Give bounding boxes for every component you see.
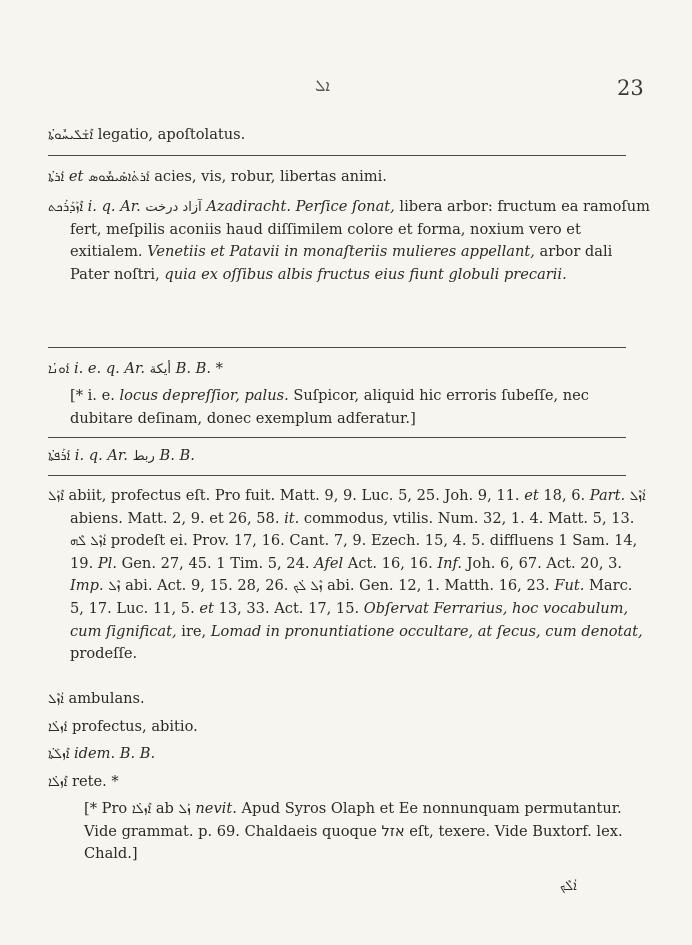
- note-italic: nevit.: [190, 800, 237, 817]
- italic-note: Obſervat Ferrarius, hoc vocabulum, cum ſignificat,: [70, 600, 629, 640]
- syriac-form: ܙܶܠ ܠܳܟ: [293, 579, 323, 595]
- term: Azadiracht.: [201, 198, 292, 215]
- entry-text: 13, 33. Act. 17, 15.: [213, 600, 364, 618]
- source-abbrev: B. B.: [154, 447, 195, 464]
- abbrev: Inf.: [437, 554, 463, 572]
- persian-note: Perſice ſonat,: [291, 198, 395, 215]
- headword-syriac: ܐܰܪܬܳܐ: [48, 170, 65, 185]
- entry-arafta: [48, 445, 628, 468]
- separator-rule: [48, 155, 626, 156]
- headword-syriac: ܐܶܙܰܠ: [48, 489, 64, 504]
- hebrew-form: אזל: [381, 822, 405, 840]
- entry-gloss: libera arbor: fructum ea ramoſum fert, meſpilis aconiis haud diſſimilem colore et forma, noxium vero et exitialem.: [70, 198, 650, 261]
- abbrev: Imp.: [70, 577, 104, 595]
- headword-syriac: ܐܰܙܠܳܐ: [48, 720, 68, 735]
- entry-text: Act. 16, 16.: [343, 554, 438, 572]
- running-head: [0, 72, 692, 102]
- entry-text: Marc. 5, 17. Luc. 11, 5.: [70, 577, 633, 618]
- note-text: Apud Syros Olaph et Ee nonnunquam permutantur. Vide grammat. p. 69. Chaldaeis quoque: [84, 800, 622, 840]
- note-text: Suſpicor, aliquid hic erroris ſubeſſe, nec dubitare deſinam, donec exemplum adferatur.]: [70, 387, 589, 427]
- entry-abiit: [48, 485, 650, 666]
- abbrev: Pl.: [97, 554, 117, 572]
- entry-text: ire,: [176, 622, 211, 640]
- entry-acies: [48, 166, 628, 189]
- note-text: eſt, texere. Vide Buxtorf. lex. Chald.]: [84, 822, 623, 863]
- italic-note: Lomad in pronuntiatione occultare, at ſecus, cum denotat,: [210, 622, 643, 640]
- note-italic: locus depreſſior, palus.: [119, 387, 289, 404]
- abbrev: it.: [284, 509, 300, 527]
- entry-text: 18, 6.: [538, 487, 590, 504]
- separator-rule: [48, 475, 626, 476]
- running-head-syriac: ܐܠ: [315, 76, 330, 95]
- syriac-form: ܐܳܙܶܠ: [629, 489, 646, 504]
- headword-syriac: ܐܶܙܠܳܐ: [48, 775, 68, 790]
- headword-syriac-variant: ܐܰܪܬܳܐܣܺܝܡܽܘܣ: [87, 170, 150, 185]
- cross-reference: i. e. q. Ar.: [69, 360, 150, 377]
- entry-text: abi. Gen. 12, 1. Matth. 16, 23.: [322, 577, 555, 595]
- page-number: 23: [617, 76, 644, 100]
- arabic-form: أيكة: [149, 362, 172, 377]
- syriac-form: ܙܶܠ: [108, 579, 121, 595]
- editorial-note: [84, 798, 628, 866]
- entry-profectus: [48, 716, 628, 739]
- entry-text: Joh. 6, 67. Act. 20, 3.: [462, 554, 623, 572]
- note-open: [* Pro: [84, 800, 132, 817]
- headword-syriac: ܐܳܙܶܠ: [48, 692, 64, 707]
- entry-text: Gen. 27, 45. 1 Tim. 5, 24.: [117, 554, 315, 572]
- entry-gloss: idem. B. B.: [69, 745, 156, 762]
- abbrev: Afel: [314, 554, 344, 572]
- entry-text: abi. Act. 9, 15. 28, 26.: [120, 577, 294, 595]
- syriac-form: ܐܳܙܶܠ ܠܶܗ: [70, 534, 107, 550]
- headword-syriac: ܐܰܪܰܦܬܳܐ: [48, 449, 71, 464]
- arabic-form: ربط: [132, 449, 155, 464]
- entry-gloss: rete. *: [67, 773, 119, 790]
- entry-locus: [48, 358, 628, 381]
- catchword-syriac: ܐܳܠܶܟ: [560, 879, 577, 894]
- entry-text: prodeſt ei. Prov. 17, 16. Cant. 7, 9. Ezech. 15, 4. 5. diffluens 1 Sam. 14, 19.: [70, 532, 638, 572]
- entry-gloss: acies, vis, robur, libertas animi.: [149, 168, 387, 185]
- entry-rete: [48, 771, 628, 794]
- note-open: [* i. e.: [70, 387, 120, 404]
- entry-text: prodeſſe.: [70, 645, 138, 663]
- abbrev: et: [524, 487, 539, 504]
- conjunction: et: [64, 168, 88, 185]
- entry-gloss: abiit, profectus eſt. Pro fuit. Matt. 9, 9. Luc. 5, 25. Joh. 9, 11.: [63, 487, 525, 504]
- headword-syriac: ܐܰܘܢܳܐ: [48, 362, 70, 377]
- catchword: [560, 875, 577, 898]
- headword-syriac: ܐܶܙܠܰܬܳܐ: [48, 747, 70, 762]
- separator-rule: [48, 347, 626, 348]
- entry-legatio: [48, 124, 628, 147]
- entry-text: commodus, vtilis. Num. 32, 1. 4. Matt. 5, 13.: [299, 509, 635, 527]
- syriac-form: ܙܰܠ: [178, 802, 191, 817]
- italic-note-2: quia ex oſſibus albis fructus eius fiunt globuli precarii.: [159, 265, 567, 283]
- arabic-form: آزاد درخت: [145, 200, 202, 215]
- abbrev: et: [199, 600, 214, 618]
- note-text: ab: [151, 800, 179, 817]
- headword-syriac: ܐܶܫܰܠܺܝܚܽܘܬܳܐ: [48, 128, 94, 143]
- abbrev: Fut.: [554, 577, 585, 595]
- entry-idem: [48, 743, 628, 766]
- entry-ambulans: [48, 688, 628, 711]
- entry-gloss: profectus, abitio.: [67, 718, 198, 735]
- entry-text: abiens. Matt. 2, 9. et 26, 58.: [70, 509, 285, 527]
- entry-gloss-2: arbor dali Pater noſtri,: [70, 243, 613, 283]
- cross-reference: i. q. Ar.: [83, 198, 146, 215]
- syriac-form: ܐܶܙܠܳܐ: [131, 802, 152, 817]
- source-abbrev: B. B. *: [171, 360, 223, 377]
- abbrev: Part.: [589, 487, 626, 504]
- entry-gloss: ambulans.: [63, 690, 145, 707]
- separator-rule: [48, 437, 626, 438]
- entry-gloss: legatio, apoſtolatus.: [93, 126, 246, 143]
- headword-syriac: ܐܶܙܰܕܰܪܰܟܬ: [48, 200, 83, 215]
- italic-note: Venetiis et Patavii in monaſteriis mulieres appellant,: [142, 243, 535, 261]
- editorial-note: [70, 385, 626, 430]
- cross-reference: i. q. Ar.: [70, 447, 133, 464]
- entry-azadiracht: [48, 196, 650, 286]
